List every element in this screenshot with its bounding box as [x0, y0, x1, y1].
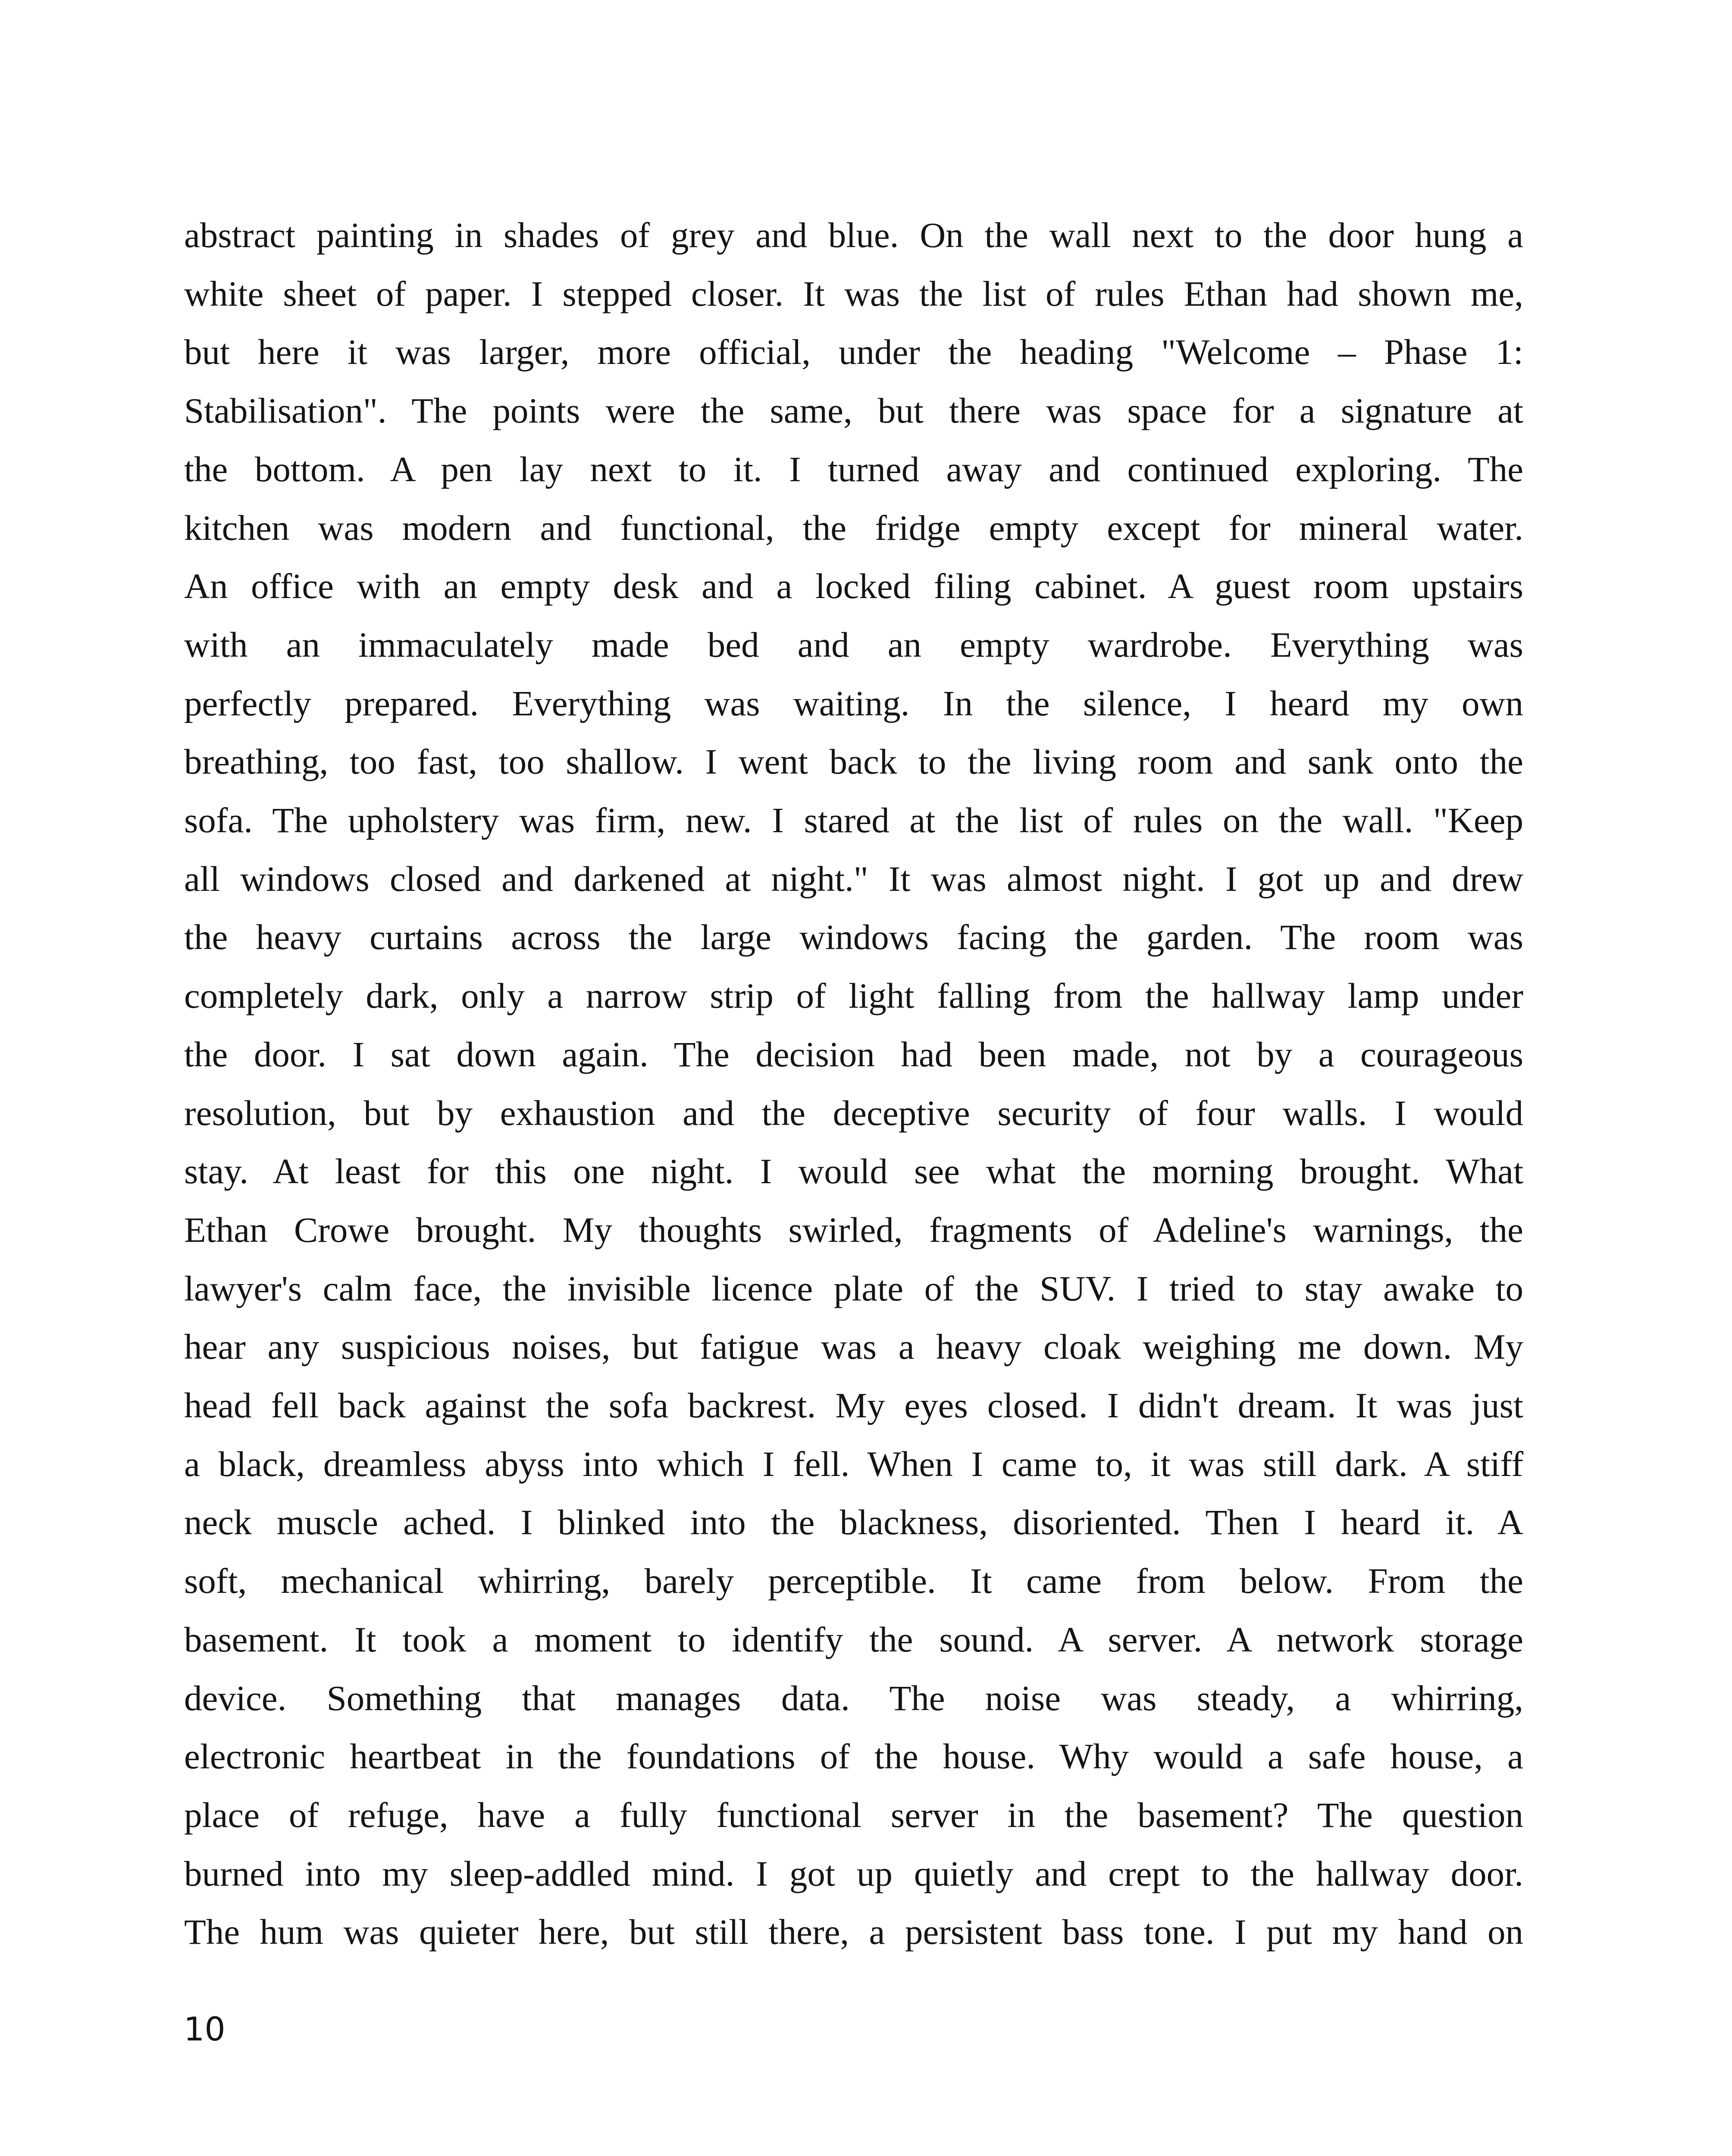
text-line: breathing, too fast, too shallow. I went back to the living room and sank onto the: [184, 742, 1523, 782]
text-line: completely dark, only a narrow strip of light falling from the hallway lamp under: [184, 976, 1523, 1016]
text-line: sofa. The upholstery was firm, new. I stared at the list of rules on the wall. "Keep: [184, 800, 1523, 840]
text-line: a black, dreamless abyss into which I fell. When I came to, it was still dark. A stiff: [184, 1444, 1523, 1484]
text-line: the bottom. A pen lay next to it. I turned away and continued exploring. The: [184, 449, 1523, 489]
text-line: An office with an empty desk and a locked filing cabinet. A guest room upstairs: [184, 566, 1523, 606]
text-line: head fell back against the sofa backrest. My eyes closed. I didn't dream. It was just: [184, 1385, 1523, 1426]
text-line: the door. I sat down again. The decision had been made, not by a courageous: [184, 1034, 1523, 1074]
text-line: but here it was larger, more official, under the heading "Welcome – Phase 1:: [184, 332, 1523, 372]
text-line: soft, mechanical whirring, barely perceptible. It came from below. From the: [184, 1561, 1523, 1601]
text-line: lawyer's calm face, the invisible licence plate of the SUV. I tried to stay awake to: [184, 1268, 1523, 1308]
text-line: perfectly prepared. Everything was waiting. In the silence, I heard my own: [184, 683, 1523, 723]
text-line: abstract painting in shades of grey and blue. On the wall next to the door hung a: [184, 215, 1523, 255]
text-line: neck muscle ached. I blinked into the blackness, disoriented. Then I heard it. A: [184, 1502, 1523, 1542]
text-line: all windows closed and darkened at night." It was almost night. I got up and drew: [184, 859, 1523, 899]
text-line: the heavy curtains across the large windows facing the garden. The room was: [184, 917, 1523, 957]
text-line: burned into my sleep-addled mind. I got up quietly and crept to the hallway door.: [184, 1853, 1523, 1893]
text-line: with an immaculately made bed and an empty wardrobe. Everything was: [184, 624, 1523, 664]
text-line: place of refuge, have a fully functional server in the basement? The question: [184, 1795, 1523, 1835]
text-line: kitchen was modern and functional, the fridge empty except for mineral water.: [184, 508, 1523, 548]
text-line: white sheet of paper. I stepped closer. It was the list of rules Ethan had shown me,: [184, 273, 1523, 313]
text-line: basement. It took a moment to identify the sound. A server. A network storage: [184, 1619, 1523, 1659]
text-line: electronic heartbeat in the foundations of the house. Why would a safe house, a: [184, 1736, 1523, 1777]
page-number: 10: [184, 2010, 226, 2048]
text-line: Stabilisation". The points were the same, but there was space for a signature at: [184, 391, 1523, 431]
body-text: [184, 206, 1523, 1962]
text-line: The hum was quieter here, but still there, a persistent bass tone. I put my hand on: [184, 1912, 1523, 1952]
text-line: resolution, but by exhaustion and the deceptive security of four walls. I would: [184, 1093, 1523, 1133]
text-line: device. Something that manages data. The noise was steady, a whirring,: [184, 1678, 1523, 1718]
text-line: Ethan Crowe brought. My thoughts swirled, fragments of Adeline's warnings, the: [184, 1210, 1523, 1250]
text-line: stay. At least for this one night. I would see what the morning brought. What: [184, 1151, 1523, 1191]
text-line: hear any suspicious noises, but fatigue was a heavy cloak weighing me down. My: [184, 1327, 1523, 1367]
